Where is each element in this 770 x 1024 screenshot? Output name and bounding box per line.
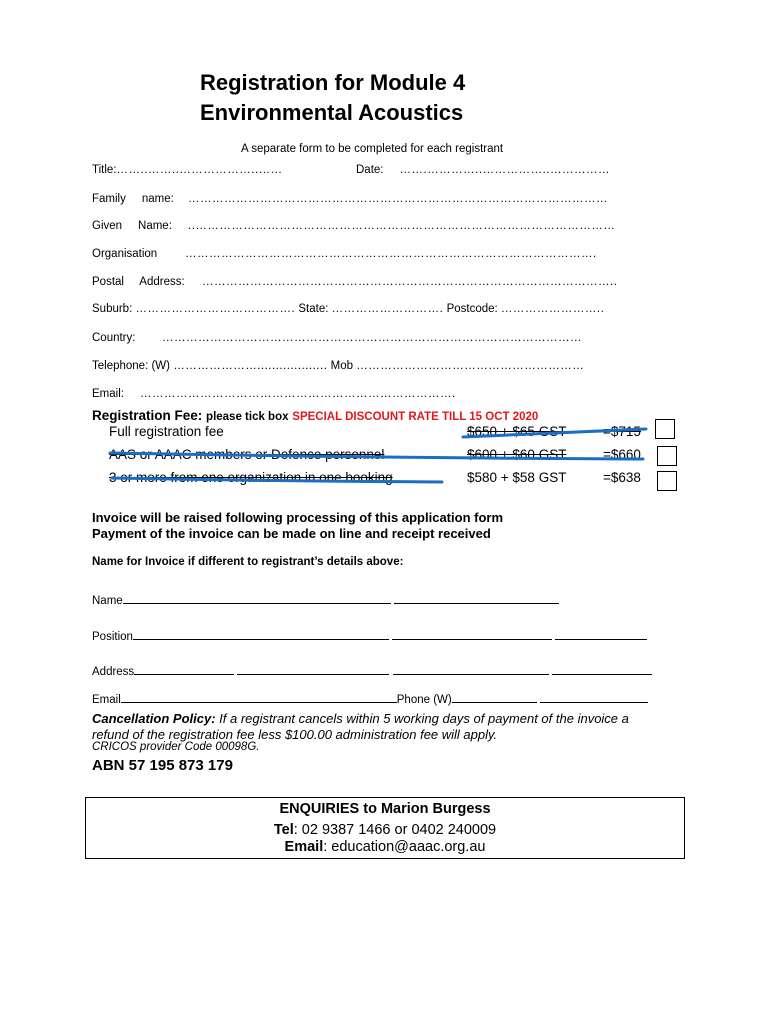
- invoice-phone-label: Phone (W): [396, 694, 452, 706]
- underline: [237, 662, 389, 675]
- fee-row-label: 3 or more from one organization in one booking: [109, 470, 393, 485]
- tel-value: : 02 9387 1466 or 0402 240009: [293, 822, 497, 838]
- enquiries-box: [85, 797, 685, 859]
- cancellation-text2: refund of the registration fee less $100.00 administration fee will apply.: [92, 727, 498, 742]
- title-dots: ……..……..………………..……: [116, 164, 283, 176]
- underline: [133, 627, 389, 640]
- underline: [123, 591, 391, 604]
- invoice-name-field[interactable]: [92, 591, 559, 607]
- underline: [552, 662, 652, 675]
- cancellation-heading: Cancellation Policy:: [92, 711, 216, 726]
- fee-row-total: =$715: [603, 424, 641, 439]
- invoice-address-field[interactable]: [92, 662, 652, 678]
- invoice-name-label: Name: [92, 595, 123, 607]
- cricos-code: CRICOS provider Code 00098G.: [92, 741, 260, 753]
- fee-row-total: =$660: [603, 447, 641, 462]
- abn-number: ABN 57 195 873 179: [92, 757, 233, 774]
- invoice-position-field[interactable]: [92, 627, 647, 643]
- organisation-field[interactable]: ………………………………………………………………………………………….: [185, 248, 597, 260]
- email-label: Email: [284, 839, 324, 855]
- underline: [540, 690, 648, 703]
- cancellation-text1: If a registrant cancels within 5 working days of payment of the invoice a: [219, 711, 629, 726]
- country-field[interactable]: ……………………………………………………………………………………………: [162, 332, 582, 344]
- organisation-label: Organisation: [92, 248, 158, 260]
- enquiries-heading: ENQUIRIES to Marion Burgess: [279, 801, 491, 817]
- fee-row-label: AAS or AAAC members or Defence personnel: [109, 447, 385, 462]
- given-name-label: Given Name:: [92, 220, 172, 232]
- underline: [393, 662, 549, 675]
- page-title-line2: Environmental Acoustics: [200, 100, 464, 125]
- enquiries-email: [86, 839, 684, 855]
- fee-row-label: Full registration fee: [109, 424, 224, 439]
- fee-row-price: $580 + $58 GST: [467, 470, 567, 485]
- underline: [121, 690, 397, 703]
- email-field[interactable]: …………………………………………………………………….: [140, 388, 456, 400]
- underline: [452, 690, 537, 703]
- postcode-label: Postcode:: [446, 303, 498, 315]
- fee-row-total: =$638: [603, 470, 641, 485]
- fee-row-price: $650 + $65 GST: [467, 424, 567, 439]
- state-field[interactable]: ……………………….: [331, 303, 444, 315]
- email-label: Email:: [92, 388, 124, 400]
- invoice-line1: Invoice will be raised following processing of this application form: [92, 510, 504, 525]
- family-name-field[interactable]: ……………………………………………………………………………………………: [188, 193, 608, 205]
- underline: [134, 662, 234, 675]
- suburb-label: Suburb:: [92, 303, 133, 315]
- page-title-line1: Registration for Module 4: [200, 70, 466, 95]
- invoice-email-phone-row[interactable]: [92, 690, 648, 706]
- title-label: Title:: [92, 164, 117, 176]
- family-name-label: Family name:: [92, 193, 174, 205]
- invoice-name-heading: Name for Invoice if different to registrant’s details above:: [92, 556, 404, 568]
- email-value[interactable]: : education@aaac.org.au: [323, 839, 486, 855]
- country-label: Country:: [92, 332, 136, 344]
- invoice-position-label: Position: [92, 631, 133, 643]
- invoice-address-label: Address: [92, 666, 135, 678]
- telephone-label: Telephone: (W): [92, 360, 170, 372]
- given-name-field[interactable]: ..……………………………………………………………………………………………: [188, 220, 616, 232]
- subtitle: A separate form to be completed for each registrant: [241, 143, 504, 155]
- invoice-line2: Payment of the invoice can be made on line and receipt received: [92, 526, 491, 541]
- telephone-field[interactable]: …………………...................: [173, 360, 328, 372]
- underline: [394, 591, 559, 604]
- date-label: Date:: [356, 164, 384, 176]
- underline: [392, 627, 552, 640]
- special-discount-text: SPECIAL DISCOUNT RATE TILL 15 OCT 2020: [292, 411, 539, 423]
- fee-row-price: $600 + $60 GST: [467, 447, 567, 462]
- postal-address-label: Postal Address:: [92, 276, 185, 288]
- state-label: State:: [298, 303, 329, 315]
- fee-heading: Registration Fee:: [92, 408, 203, 423]
- cancellation-line1: [92, 711, 629, 726]
- suburb-field[interactable]: ………………………………….: [135, 303, 296, 315]
- date-dots: …….…………..……………..……………: [399, 164, 610, 176]
- fee-instruction: please tick box: [206, 411, 289, 423]
- enquiries-tel: [86, 822, 684, 838]
- mob-field[interactable]: …………………………………………………: [356, 360, 585, 372]
- tel-label: Tel: [273, 822, 294, 838]
- invoice-email-label: Email: [92, 694, 121, 706]
- mob-label: Mob: [330, 360, 353, 372]
- postcode-field[interactable]: ……………………..: [500, 303, 605, 315]
- postal-address-field[interactable]: …………………………………………………………………………………………..: [202, 276, 618, 288]
- underline: [555, 627, 647, 640]
